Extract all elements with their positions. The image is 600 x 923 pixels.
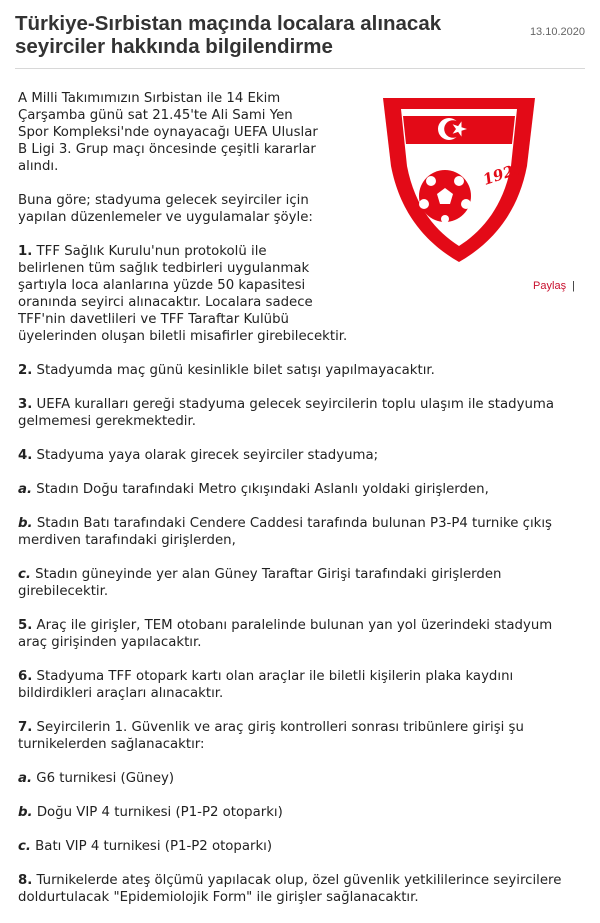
item-text: TFF Sağlık Kurulu'nun protokolü ile belirlenen tüm sağlık tedbirleri uygulanmak şartıyla loca alanlarına yüzde 50 kapasitesi oranında seyirci alınacaktır. Localara sadece TFF'nin davetlileri ve TFF Taraftar Kulübü üyelerinden oluşan biletli misafirler girebilecektir.: [18, 244, 348, 344]
list-item: [18, 719, 583, 753]
item-text: Turnikelerde ateş ölçümü yapılacak olup, özel güvenlik yetkililerince seyircilere doldurtulacak "Epidemiolojik Form" ile girişler sağlanacaktır.: [18, 873, 562, 905]
item-text: Stadyuma TFF otopark kartı olan araçlar ile biletli kişilerin plaka kaydını bildirdikleri araçları alınacaktır.: [18, 669, 514, 701]
list-item: [18, 770, 583, 787]
article-header: [15, 12, 585, 64]
item-marker: 1.: [18, 244, 33, 259]
item-text: Stadın Batı tarafındaki Cendere Caddesi tarafında bulunan P3-P4 turnike çıkış merdiven tarafındaki girişlerden,: [18, 516, 552, 548]
list-item: [18, 481, 583, 498]
item-text: G6 turnikesi (Güney): [36, 771, 175, 786]
item-marker: 4.: [18, 448, 33, 463]
item-marker: b.: [18, 805, 33, 820]
list-item: [18, 396, 583, 430]
share-link[interactable]: [533, 278, 575, 295]
item-text: Seyircilerin 1. Güvenlik ve araç giriş kontrolleri sonrası tribünlere girişi şu turnikelerden sağlanacaktır:: [18, 720, 524, 752]
item-marker: 6.: [18, 669, 33, 684]
football-patch-5: [441, 215, 449, 223]
list-item: [18, 515, 583, 549]
list-item: [18, 362, 583, 379]
lead-paragraph: Buna göre; stadyuma gelecek seyirciler için yapılan düzenlemeler ve uygulamalar şöyle:: [18, 193, 313, 225]
article-title: Türkiye-Sırbistan maçında localara alınacak seyirciler hakkında bilgilendirme: [15, 12, 442, 58]
item-marker: b.: [18, 516, 33, 531]
item-text: Stadyumda maç günü kesinlikle bilet satışı yapılmayacaktır.: [36, 363, 435, 378]
list-item: [18, 872, 583, 906]
list-item: [18, 566, 583, 600]
list-item: [18, 617, 583, 651]
item-text: Doğu VIP 4 turnikesi (P1-P2 otoparkı): [36, 805, 283, 820]
item-marker: 8.: [18, 873, 33, 888]
item-marker: 5.: [18, 618, 33, 633]
list-item: [18, 838, 583, 855]
article-body: [18, 90, 583, 923]
article-figure: [327, 78, 589, 308]
header-divider: [15, 68, 585, 69]
football-patch-2: [454, 176, 464, 186]
publish-date: 13.10.2020: [529, 26, 585, 38]
tff-crest-icon: [327, 78, 589, 276]
intro-paragraph: A Milli Takımımızın Sırbistan ile 14 Ekim Çarşamba günü sat 21.45'te Ali Sami Yen Spor Kompleksi'nde oynayacağı UEFA Uluslar B Ligi 3. Grup maçı öncesinde çeşitli kararlar alındı.: [18, 91, 318, 174]
item-marker: 2.: [18, 363, 33, 378]
item-marker: a.: [18, 771, 33, 786]
share-separator: |: [572, 280, 575, 292]
football-patch-4: [461, 199, 471, 209]
list-item: [18, 804, 583, 821]
list-item: [18, 668, 583, 702]
crest-year: 1923: [480, 158, 526, 189]
item-text: Stadyuma yaya olarak girecek seyirciler stadyuma;: [36, 448, 379, 463]
item-text: Stadın Doğu tarafındaki Metro çıkışındaki Aslanlı yoldaki girişlerden,: [36, 482, 489, 497]
item-marker: 3.: [18, 397, 33, 412]
football-patch-1: [426, 176, 436, 186]
item-marker: c.: [18, 567, 31, 582]
item-text: Stadın güneyinde yer alan Güney Taraftar Girişi tarafındaki girişlerden girebilecektir.: [18, 567, 502, 599]
football-patch-3: [419, 199, 429, 209]
item-marker: c.: [18, 839, 31, 854]
tff-logo: [327, 78, 589, 276]
item-text: UEFA kuralları gereği stadyuma gelecek seyircilerin toplu ulaşım ile stadyuma gelmemesi gerekmektedir.: [18, 397, 554, 429]
item-text: Batı VIP 4 turnikesi (P1-P2 otoparkı): [35, 839, 273, 854]
list-item: [18, 447, 583, 464]
item-marker: a.: [18, 482, 33, 497]
item-marker: 7.: [18, 720, 33, 735]
item-text: Araç ile girişler, TEM otobanı paralelinde bulunan yan yol üzerindeki stadyum araç girişinden yapılacaktır.: [18, 618, 553, 650]
share-label[interactable]: Paylaş: [533, 280, 567, 292]
